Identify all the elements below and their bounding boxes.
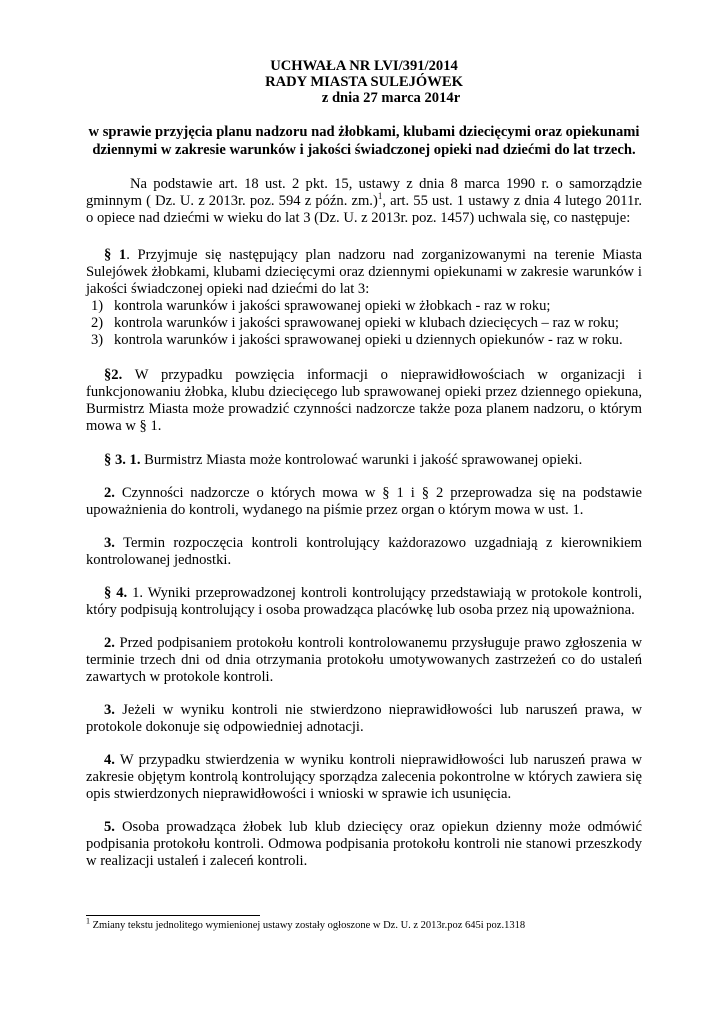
section-4-p3-text: Jeżeli w wyniku kontroli nie stwierdzono nieprawidłowości lub naruszeń prawa, w protokole dokonuje się odpowiedniej adnotacji. [86,702,642,735]
section-4-p1-text: 1. Wyniki przeprowadzonej kontroli kontrolujący przedstawiają w protokole kontroli, który podpisują kontrolujący i osoba prowadząca placówkę lub osoba przez nią upoważniona. [86,585,643,618]
section-1-list [86,298,642,349]
section-3-paragraph-1 [86,452,642,469]
section-3-p2-text: Czynności nadzorcze o których mowa w § 1 i § 2 przeprowadza się na podstawie upoważnienia do kontroli, wydanego na piśmie przez organ o którym mowa w ust. 1. [86,485,642,518]
preamble-part-2: , art. 55 ust. 1 ustawy z dnia 4 lutego 2011r. o opiece nad dziećmi w wieku do lat 3 (Dz. U. z 2013r. poz. 1457) uchwala się, co następuje: [86,193,642,226]
section-3-paragraph-3 [86,535,642,569]
footnote-mark: 1 [86,916,90,926]
document-page [86,58,642,870]
title-line-1: UCHWAŁA NR LVI/391/2014 [270,58,458,74]
section-4-label: § 4. [104,585,128,601]
list-item [86,298,642,315]
paragraph-number: 2. [104,635,115,651]
footnote-text: Zmiany tekstu jednolitego wymienionej ustawy zostały ogłoszone w Dz. U. z 2013r.poz 645i poz.1318 [90,920,526,931]
section-4-paragraph-4 [86,752,642,803]
section-2 [86,367,642,435]
paragraph-number: 4. [104,752,115,768]
list-item-number: 3) [91,332,104,348]
footnote [86,916,642,932]
list-item-number: 1) [91,298,104,314]
section-4-paragraph-5 [86,819,642,870]
section-3-paragraph-2 [86,485,642,519]
title-line-2: RADY MIASTA SULEJÓWEK [265,74,463,90]
section-4-p5-text: Osoba prowadząca żłobek lub klub dziecięcy oraz opiekun dzienny może odmówić podpisania protokołu kontroli. Odmowa podpisania protokołu kontroli nie stanowi przeszkody w realizacji ustaleń i zaleceń kontroli. [86,819,642,869]
section-4-p4-text: W przypadku stwierdzenia w wyniku kontroli nieprawidłowości lub naruszeń prawa w zakresie objętym kontrolą kontrolujący sporządza zalecenia pokontrolne w których zawiera się opis stwierdzonych nieprawidłowości i wnioski w sprawie ich usunięcia. [86,752,642,802]
section-3-p3-text: Termin rozpoczęcia kontroli kontrolujący każdorazowo uzgadniają z kierownikiem kontrolowanej jednostki. [86,535,642,568]
list-item-text: kontrola warunków i jakości sprawowanej opieki w żłobkach - raz w roku; [114,298,551,314]
paragraph-number: 3. [104,535,115,551]
preamble-part-1: Na podstawie art. 18 ust. 2 pkt. 15, ustawy z dnia 8 marca 1990 r. o samorządzie gminnym ( Dz. U. z 2013r. poz. 594 z późn. zm.) [86,176,642,209]
section-3-label: § 3. 1. [104,452,141,468]
footnote-reference: 1 [377,191,383,202]
footnote-separator [86,915,260,916]
title-line-3: z dnia 27 marca 2014r [321,90,461,106]
resolution-subject: w sprawie przyjęcia planu nadzoru nad żłobkami, klubami dziecięcymi oraz opiekunami dziennymi w zakresie warunków i jakości świadczonej opieki nad dziećmi do lat trzech. [88,124,640,158]
preamble [86,176,642,227]
section-4-paragraph-1 [86,585,642,619]
list-item [86,315,642,332]
paragraph-number: 3. [104,702,115,718]
list-item-text: kontrola warunków i jakości sprawowanej opieki u dziennych opiekunów - raz w roku. [114,332,623,348]
section-3-p1-text: Burmistrz Miasta może kontrolować warunki i jakość sprawowanej opieki. [140,452,583,468]
paragraph-number: 2. [104,485,115,501]
section-2-text: W przypadku powzięcia informacji o nieprawidłowościach w organizacji i funkcjonowaniu żłobka, klubu dziecięcego lub sprawowanej opieki przez dziennego opiekuna, Burmistrz Miasta może prowadzić czynności nadzorcze także poza planem nadzoru, o którym mowa w § 1. [86,367,642,434]
section-1-label: § 1 [104,247,127,263]
section-1 [86,247,642,298]
list-item-text: kontrola warunków i jakości sprawowanej opieki w klubach dziecięcych – raz w roku; [114,315,619,331]
list-item [86,332,642,349]
resolution-title [86,58,642,106]
paragraph-number: 5. [104,819,115,835]
section-1-text: . Przyjmuje się następujący plan nadzoru nad zorganizowanymi na terenie Miasta Sulejówek żłobkami, klubami dziecięcymi oraz dziennymi opiekunami w zakresie warunków i jakości świadczonej opieki nad dziećmi do lat 3: [86,247,642,297]
section-4-paragraph-3 [86,702,642,736]
list-item-number: 2) [91,315,104,331]
section-2-label: §2. [104,367,123,383]
section-4-p2-text: Przed podpisaniem protokołu kontroli kontrolowanemu przysługuje prawo zgłoszenia w terminie trzech dni od dnia otrzymania protokołu umotywowanych zastrzeżeń co do ustaleń zawartych w protokole kontroli. [86,635,642,685]
section-4-paragraph-2 [86,635,642,686]
